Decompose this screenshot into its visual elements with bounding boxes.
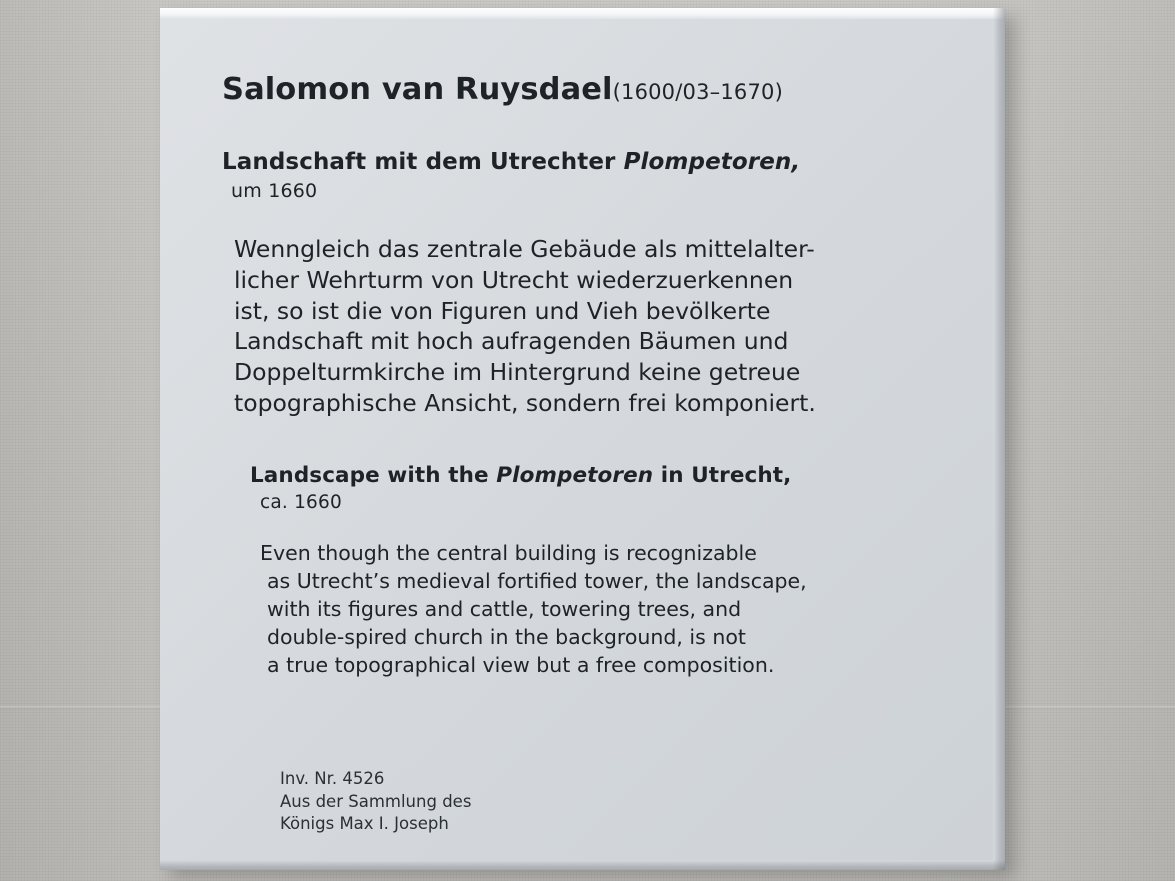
label-right-bevel — [993, 8, 1005, 870]
description-german-line: Landschaft mit hoch aufragenden Bäumen und — [234, 327, 789, 356]
description-german-line: Doppelturmkirche im Hintergrund keine getreue — [234, 358, 801, 387]
description-german — [234, 234, 922, 419]
description-english-line: as Utrecht’s medieval fortified tower, the landscape, — [267, 568, 807, 593]
work-title-german-prefix: Landschaft mit dem Utrechter — [222, 149, 624, 175]
work-title-english-prefix: Landscape with the — [250, 462, 497, 488]
work-title-german-italic: Plompetoren, — [623, 149, 801, 175]
description-english-line: double-spired church in the background, is not — [267, 624, 746, 649]
work-title-english-italic: Plompetoren — [496, 462, 654, 488]
work-title-english-suffix: in Utrecht, — [653, 462, 792, 488]
provenance-line-2: Königs Max I. Joseph — [280, 814, 449, 833]
label-top-bevel — [160, 8, 1005, 19]
work-title-german — [222, 149, 922, 175]
description-english-line: a true topographical view but a free composition. — [267, 652, 775, 677]
museum-wall-label — [160, 8, 1005, 870]
label-content — [222, 72, 922, 679]
artist-name: Salomon van Ruysdael — [222, 72, 613, 107]
description-english-line: with its figures and cattle, towering trees, and — [267, 596, 742, 621]
artist-dates: (1600/03–1670) — [612, 80, 783, 104]
description-german-line: Wenngleich das zentrale Gebäude als mittelalter- — [234, 235, 815, 263]
work-date-german: um 1660 — [231, 180, 318, 202]
description-english — [260, 539, 922, 679]
work-title-english — [250, 463, 922, 488]
inventory-number: Inv. Nr. 4526 — [280, 769, 385, 788]
description-german-line: licher Wehrturm von Utrecht wiederzuerkennen — [234, 265, 794, 294]
label-bottom-bevel — [160, 860, 1005, 870]
credits-block — [280, 768, 471, 836]
work-date-english: ca. 1660 — [260, 491, 342, 513]
artist-line — [222, 72, 922, 107]
description-english-line: Even though the central building is recognizable — [260, 540, 757, 565]
description-german-line: ist, so ist die von Figuren und Vieh bevölkerte — [234, 296, 771, 325]
provenance-line-1: Aus der Sammlung des — [280, 791, 472, 811]
description-german-line: topographische Ansicht, sondern frei komponiert. — [234, 388, 816, 417]
